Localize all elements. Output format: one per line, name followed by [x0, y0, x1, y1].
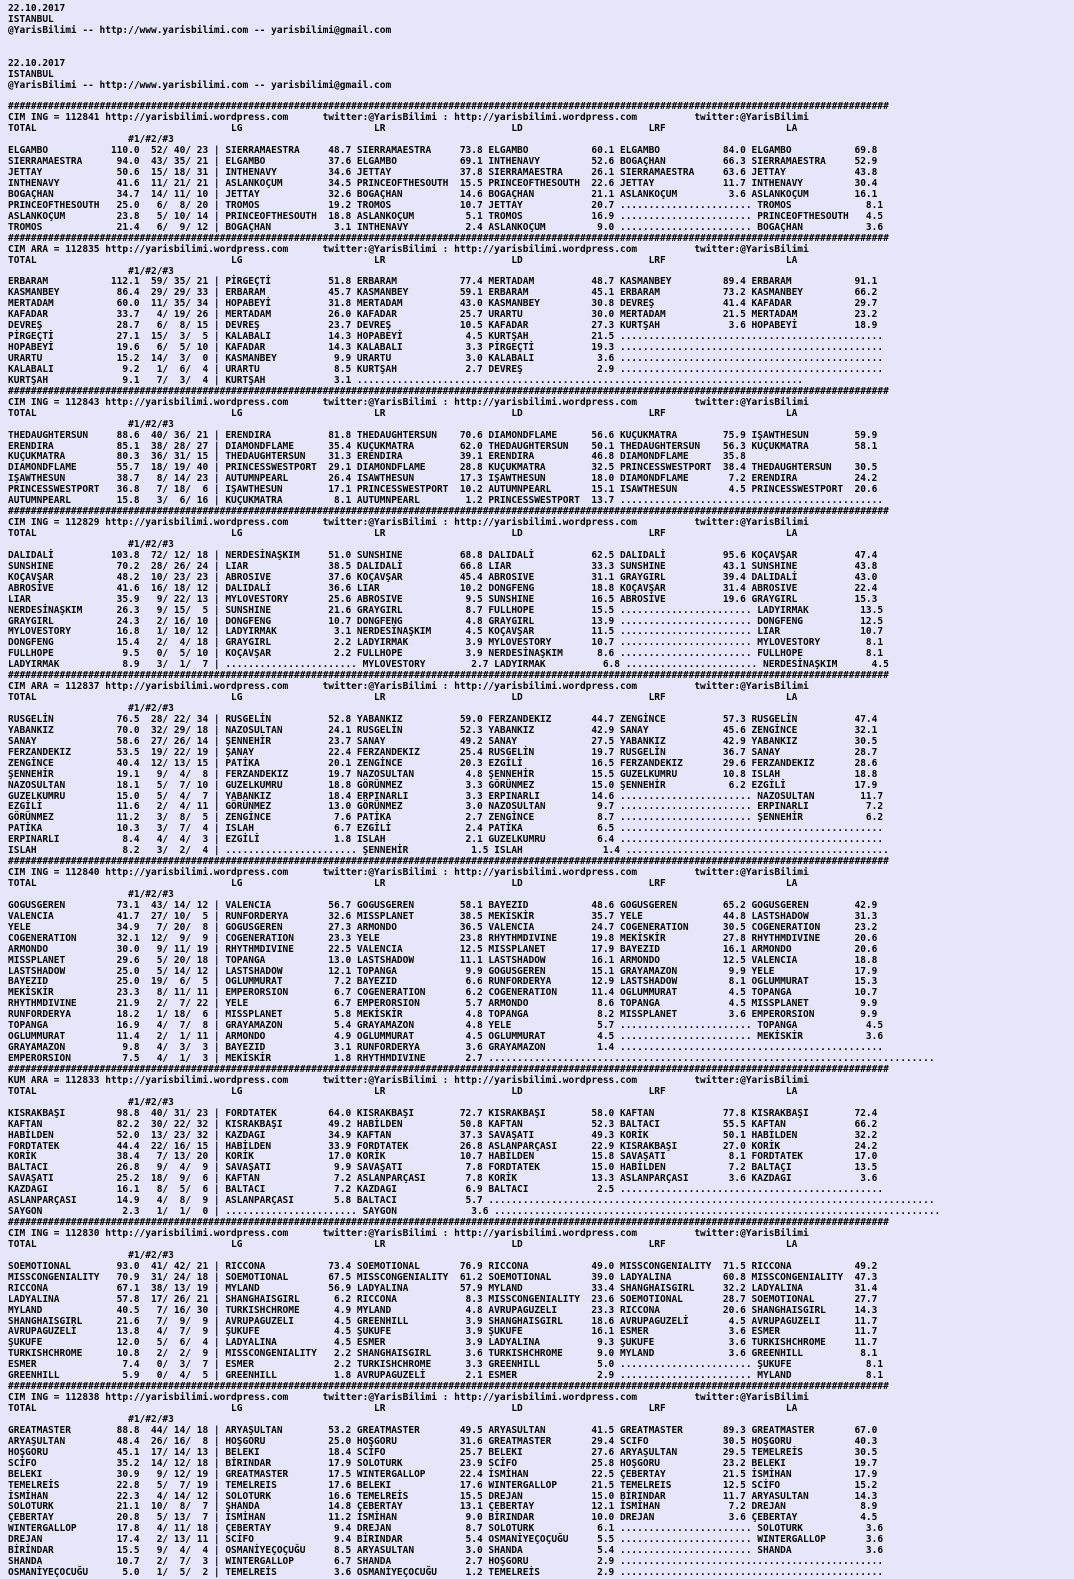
text-line: GREATMASTER 88.8 44/ 14/ 18 | ARYAŞULTAN 53.2 GREATMASTER 49.5 ARYASULTAN 41.5 GREATMASTER 89.3 GREATMASTER 67.0	[8, 1424, 878, 1436]
text-line: VALENCIA 41.7 27/ 10/ 5 | RUNFORDERYA 32.6 MISSPLANET 38.5 MEKİSKİR 35.7 YELE 44.8 LASTSHADOW 31.3	[8, 910, 878, 922]
text-line: IŞAWTHESUN 38.7 8/ 14/ 23 | AUTUMNPEARL 26.4 ISAWTHESUN 17.3 IŞAWTHESUN 18.0 DIAMONDFLAME 7.2 ERENDIRA 24.2	[8, 473, 878, 485]
text-line: #1/#2/#3	[8, 265, 174, 277]
text-line: ERBARAM 112.1 59/ 35/ 21 | PİRGEÇTİ 51.8 ERBARAM 77.4 MERTADAM 48.7 KASMANBEY 89.4 ERBARAM 91.1	[8, 276, 878, 288]
separator-line: ##########################################################################################################################################################	[8, 506, 889, 518]
text-line: BALTACI 26.8 9/ 4/ 9 | SAVAŞATI 9.9 SAVAŞATI 7.8 FORDTATEK 15.0 HABİLDEN 7.2 BALTAÇI 13.5	[8, 1162, 878, 1174]
text-line: LADYALINA 57.8 17/ 26/ 21 | SHANGHAISGIRL 6.2 RICCONA 8.3 MISSCONGENIALITY 23.6 SOEMOTIONAL 28.7 SOEMOTIONAL 27.7	[8, 1293, 878, 1305]
text-line: THEDAUGHTERSUN 88.6 40/ 36/ 21 | ERENDIRA 81.8 THEDAUGHTERSUN 70.6 DIAMONDFLAME 56.6 KUÇUKMATRA 75.9 IŞAWTHESUN 59.9	[8, 429, 878, 441]
separator-line: ##########################################################################################################################################################	[8, 232, 889, 244]
text-line: ESMER 7.4 0/ 3/ 7 | ESMER 2.2 TURKISHCHROME 3.3 GREENHILL 5.0 ....................... ŞUKUFE 8.1	[8, 1359, 884, 1371]
column-header: TOTAL LG LR LD LRF LA	[8, 1238, 798, 1250]
text-line: İSMİHAN 22.3 4/ 14/ 12 | SOLOTURK 16.6 TEMELREİS 15.5 DREJAN 15.0 BİRINDAR 11.7 ARYASULTAN 14.3	[8, 1490, 878, 1502]
text-line: ÇEBERTAY 20.8 5/ 13/ 7 | İSMİHAN 11.2 İSMİHAN 9.0 BİRINDAR 10.0 DREJAN 3.6 ÇEBERTAY 4.5	[8, 1512, 878, 1524]
text-line: NERDESİNAŞKIM 26.3 9/ 15/ 5 | SUNSHINE 21.6 GRAYGIRL 8.7 FULLHOPE 15.5 ....................... LADYIRMAK 13.5	[8, 604, 884, 616]
text-line: TURKISHCHROME 10.8 2/ 2/ 9 | MISSCONGENIALITY 2.2 SHANGHAISGIRL 3.6 TURKISHCHROME 9.0 MYLAND 3.6 GREENHILL 8.1	[8, 1348, 878, 1360]
text-line: SOEMOTIONAL 93.0 41/ 42/ 21 | RICCONA 73.4 SOEMOTIONAL 76.9 RICCONA 49.0 MISSCONGENIALITY 71.5 RICCONA 49.2	[8, 1260, 878, 1272]
column-header: TOTAL LG LR LD LRF LA	[8, 254, 798, 266]
text-line: RUSGELİN 76.5 28/ 22/ 34 | RUSGELİN 52.8 YABANKIZ 59.0 FERZANDEKIZ 44.7 ZENGİNCE 57.3 RUSGELİN 47.4	[8, 713, 878, 725]
text-line: HOPABEYİ 19.6 6/ 5/ 10 | KAFADAR 14.3 KALABALI 3.3 PİRGEÇTİ 19.3 ..............................................	[8, 342, 884, 354]
text-line: PRINCEOFTHESOUTH 25.0 6/ 8/ 20 | TROMOS 19.2 TROMOS 10.7 JETTAY 20.7 ....................... TROMOS 8.1	[8, 199, 884, 211]
text-line: GREENHILL 5.9 0/ 4/ 5 | GREENHILL 1.8 AVRUPAGUZELİ 2.1 ESMER 2.9 ....................... MYLAND 8.1	[8, 1370, 884, 1382]
text-line: KORİK 38.4 7/ 13/ 20 | KORİK 17.0 KORİK 10.7 HABİLDEN 15.8 SAVAŞATI 8.1 FORDTATEK 17.0	[8, 1151, 878, 1163]
text-line: COGENERATION 32.1 12/ 9/ 9 | COGENERATION 23.3 YELE 23.8 RHYTHMDIVINE 19.8 MEKİSKİR 27.8 RHYTHMDIVINE 20.6	[8, 932, 878, 944]
column-header: TOTAL LG LR LD LRF LA	[8, 878, 798, 889]
text-line: GOGUSGEREN 73.1 43/ 14/ 12 | VALENCIA 56.7 GOGUSGEREN 58.1 BAYEZID 48.6 GOGUSGEREN 65.2 GOGUSGEREN 42.9	[8, 899, 878, 911]
text-line: OGLUMMURAT 11.4 2/ 1/ 11 | ARMONDO 4.9 OGLUMMURAT 4.5 OGLUMMURAT 4.5 ....................... MEKİSKİR 3.6	[8, 1031, 884, 1043]
text-line: DIAMONDFLAME 55.7 18/ 19/ 40 | PRINCESSWESTPORT 29.1 DIAMONDFLAME 28.8 KUÇUKMATRA 32.5 PRINCESSWESTPORT 38.4 THEDAUGHTERSUN 30.5	[8, 462, 878, 474]
text-line: FORDTATEK 44.4 22/ 16/ 15 | HABİLDEN 33.9 FORDTATEK 26.8 ASLANPARÇASI 22.9 KISRAKBAŞI 27.0 KORİK 24.2	[8, 1140, 878, 1152]
text-line: #1/#2/#3	[8, 888, 174, 900]
text-line: PATİKA 10.3 3/ 7/ 4 | ISLAH 6.7 EZGİLİ 2.4 PATİKA 6.5 ..............................................	[8, 823, 884, 835]
text-line: @YarisBilimi -- http://www.yarisbilimi.com -- yarisbilimi@gmail.com	[8, 24, 392, 36]
column-header: TOTAL LG LR LD LRF LA	[8, 407, 798, 419]
text-line: ASLANKOÇUM 23.8 5/ 10/ 14 | PRINCEOFTHESOUTH 18.8 ASLANKOÇUM 5.1 TROMOS 16.9 ....................... PRINCEOFTHESOUTH 4.5	[8, 210, 884, 222]
race-header: CIM ARA = 112835 http://yarisbilimi.wordpress.com twitter:@YarisBilimi : http://yarisbilimi.wordpress.com twitter:@YarisBilimi	[8, 243, 809, 255]
text-line: KUÇUKMATRA 80.3 36/ 31/ 15 | THEDAUGHTERSUN 31.3 ERENDIRA 39.1 ERENDIRA 46.8 DIAMONDFLAME 35.8	[8, 451, 746, 463]
column-header: TOTAL LG LR LD LRF LA	[8, 1403, 798, 1414]
text-line: SCİFO 35.2 14/ 12/ 18 | BİRINDAR 17.9 SOLOTURK 23.9 SCİFO 25.8 HOŞGORU 23.2 BELEKI 19.7	[8, 1457, 878, 1469]
text-line: FULLHOPE 9.5 0/ 5/ 10 | KOÇAVŞAR 2.2 FULLHOPE 3.9 NERDESİNAŞKIM 8.6 ....................... FULLHOPE 8.1	[8, 648, 884, 660]
text-line: GRAYAMAZON 9.8 4/ 3/ 3 | BAYEZID 3.1 RUNFORDERYA 3.6 GRAYAMAZON 1.4 ..............................................	[8, 1042, 884, 1054]
separator-line: ##########################################################################################################################################################	[8, 1217, 889, 1229]
text-line: WINTERGALLOP 17.8 4/ 11/ 18 | ÇEBERTAY 9.4 DREJAN 8.7 SOLOTURK 6.1 ....................... SOLOTURK 3.6	[8, 1523, 884, 1535]
text-line: DEVREŞ 28.7 6/ 8/ 15 | DEVREŞ 23.7 DEVREŞ 10.5 KAFADAR 27.3 KURTŞAH 3.6 HOPABEYİ 18.9	[8, 320, 878, 332]
text-line: MISSCONGENIALITY 70.9 31/ 24/ 18 | SOEMOTIONAL 67.5 MISSCONGENIALITY 61.2 SOEMOTIONAL 39.0 LADYALINA 60.8 MISSCONGENIALITY 47.3	[8, 1271, 878, 1283]
race-header: CIM ING = 112840 http://yarisbilimi.wordpress.com twitter:@YarisBilimi : http://yarisbilimi.wordpress.com twitter:@YarisBilimi	[8, 867, 809, 879]
text-line: TEMELREİS 22.8 5/ 7/ 19 | TEMELREIS 17.6 BELEKI 17.6 WINTERGALLOP 21.5 TEMELREIS 12.5 SCİFO 15.2	[8, 1479, 878, 1491]
text-line: INTHENAVY 41.6 11/ 21/ 21 | ASLANKOÇUM 34.5 PRINCEOFTHESOUTH 15.5 PRINCEOFTHESOUTH 22.6 JETTAY 11.7 INTHENAVY 30.4	[8, 178, 878, 189]
text-line: YELE 34.9 7/ 20/ 8 | GOGUSGEREN 27.3 ARMONDO 36.5 VALENCIA 24.7 COGENERATION 30.5 COGENERATION 23.2	[8, 921, 878, 933]
text-line: GUZELKUMRU 15.0 5/ 4/ 7 | YABANKIZ 18.4 ERPINARLI 3.3 ERPINARLI 14.6 ....................... NAZOSULTAN 11.7	[8, 790, 884, 802]
text-line: RHYTHMDIVINE 21.9 2/ 7/ 22 | YELE 6.7 EMPERORSION 5.7 ARMONDO 8.6 TOPANGA 4.5 MISSPLANET 9.9	[8, 998, 878, 1010]
text-line: ARMONDO 30.0 9/ 11/ 19 | RHYTHMDIVINE 22.5 VALENCIA 12.5 MISSPLANET 17.9 BAYEZID 16.1 ARMONDO 20.6	[8, 943, 878, 955]
text-line: ISTANBUL	[8, 68, 54, 80]
text-line: AUTUMNPEARL 15.8 3/ 6/ 16 | KUÇUKMATRA 8.1 AUTUMNPEARL 1.2 PRINCESSWESTPORT 13.7 ..............................................	[8, 495, 884, 507]
separator-line: ##########################################################################################################################################################	[8, 856, 889, 868]
text-line: TROMOS 21.4 6/ 9/ 12 | BOGAÇHAN 3.1 INTHENAVY 2.4 ASLANKOÇUM 9.0 ....................... BOGAÇHAN 3.6	[8, 221, 884, 233]
text-line: ELGAMBO 110.0 52/ 40/ 23 | SIERRAMAESTRA 48.7 SIERRAMAESTRA 73.8 ELGAMBO 60.1 ELGAMBO 84.0 ELGAMBO 69.8	[8, 145, 878, 157]
separator-line: ##########################################################################################################################################################	[8, 1063, 889, 1075]
text-line: SUNSHINE 70.2 28/ 26/ 24 | LIAR 38.5 DALIDALİ 66.8 LIAR 33.3 SUNSHINE 43.1 SUNSHINE 43.8	[8, 560, 878, 572]
text-line: KASMANBEY 86.4 29/ 29/ 33 | ERBARAM 45.7 KASMANBEY 59.1 ERBARAM 45.1 ERBARAM 73.2 KASMANBEY 66.2	[8, 287, 878, 299]
text-line: ISTANBUL	[8, 13, 54, 25]
text-line: YABANKIZ 70.0 32/ 29/ 18 | NAZOSULTAN 24.1 RUSGELİN 52.3 YABANKIZ 42.9 SANAY 45.6 ZENGİNCE 32.1	[8, 724, 878, 736]
text-line: @YarisBilimi -- http://www.yarisbilimi.com -- yarisbilimi@gmail.com	[8, 79, 392, 91]
text-line: MERTADAM 60.0 11/ 35/ 34 | HOPABEYİ 31.8 MERTADAM 43.0 KASMANBEY 30.8 DEVREŞ 41.4 KAFADAR 29.7	[8, 298, 878, 310]
text-line: #1/#2/#3	[8, 1249, 174, 1261]
text-line: KALABALI 9.2 1/ 6/ 4 | URARTU 8.5 KURTŞAH 2.7 DEVREŞ 2.9 ..............................................	[8, 363, 884, 375]
race-header: CIM ING = 112841 http://yarisbilimi.wordpress.com twitter:@YarisBilimi : http://yarisbilimi.wordpress.com twitter:@YarisBilimi	[8, 112, 809, 124]
text-line: RICCONA 67.1 38/ 13/ 19 | MYLAND 56.9 LADYALINA 57.9 MYLAND 33.4 SHANGHAISGIRL 32.2 LADYALINA 31.4	[8, 1282, 878, 1294]
text-line: URARTU 15.2 14/ 3/ 0 | KASMANBEY 9.9 URARTU 3.0 KALABALI 3.6 ..............................................	[8, 353, 884, 364]
text-line: ASLANPARÇASI 14.9 4/ 8/ 9 | ASLANPARÇASI 5.8 BALTACI 5.7 ..............................................................................	[8, 1195, 935, 1207]
column-header: TOTAL LG LR LD LRF LA	[8, 692, 798, 704]
text-line: JETTAY 50.6 15/ 18/ 31 | INTHENAVY 34.6 JETTAY 37.8 SIERRAMAESTRA 26.1 SIERRAMAESTRA 63.6 JETTAY 43.8	[8, 167, 878, 179]
text-line: ZENGİNCE 40.4 12/ 13/ 15 | PATİKA 20.1 ZENGİNCE 20.3 EZGİLİ 16.5 FERZANDEKIZ 29.6 FERZANDEKIZ 28.6	[8, 757, 878, 769]
text-line: GRAYGIRL 24.3 2/ 16/ 10 | DONGFENG 10.7 DONGFENG 4.8 GRAYGIRL 13.9 ....................... DONGFENG 12.5	[8, 615, 884, 627]
race-header: CIM ING = 112843 http://yarisbilimi.wordpress.com twitter:@YarisBilimi : http://yarisbilimi.wordpress.com twitter:@YarisBilimi	[8, 396, 809, 408]
text-line: LADYIRMAK 8.9 3/ 1/ 7 | ....................... MYLOVESTORY 2.7 LADYIRMAK 6.8 ....................... NERDESİNAŞKIM 4.5	[8, 659, 889, 671]
text-line: SOLOTURK 21.1 10/ 8/ 7 | ŞHANDA 14.8 ÇEBERTAY 13.1 ÇEBERTAY 12.1 İSMİHAN 7.2 DREJAN 8.9	[8, 1501, 878, 1513]
text-line: KAFTAN 82.2 30/ 22/ 32 | KISRAKBAŞI 49.2 HABİLDEN 50.8 KAFTAN 52.3 BALTACI 55.5 KAFTAN 66.2	[8, 1118, 878, 1130]
text-line: ARYAŞULTAN 48.4 26/ 16/ 8 | HOŞGORU 25.0 HOŞGORU 31.6 GREATMASTER 29.4 SCIFO 30.5 HOŞGORU 40.3	[8, 1435, 878, 1447]
text-line: SHANDA 10.7 2/ 7/ 3 | WINTERGALLOP 6.7 SHANDA 2.7 HOŞGORU 2.9 ..............................................	[8, 1556, 884, 1568]
text-line: KAZDAGI 16.1 8/ 5/ 6 | BALTACI 7.2 KAZDAGI 6.9 BALTACI 2.5 ..............................................	[8, 1184, 884, 1196]
text-line: LIAR 35.9 9/ 22/ 13 | MYLOVESTORY 25.6 ABROSIVE 9.5 SUNSHINE 16.5 ABROSİVE 19.6 GRAYGIRL 15.3	[8, 593, 878, 605]
text-line: #1/#2/#3	[8, 703, 174, 714]
text-line: PİRGEÇTİ 27.1 15/ 3/ 5 | KALABALI 14.3 HOPABEYİ 4.5 KURTŞAH 21.5 ..............................................	[8, 331, 884, 343]
text-line: EZGİLİ 11.6 2/ 4/ 11 | GÖRÜNMEZ 13.0 GÖRÜNMEZ 3.0 NAZOSULTAN 9.7 ....................... ERPINARLI 7.2	[8, 801, 884, 813]
text-line: #1/#2/#3	[8, 418, 174, 430]
separator-line: ##########################################################################################################################################################	[8, 385, 889, 397]
text-line: #1/#2/#3	[8, 1413, 174, 1425]
text-line: MYLAND 40.5 7/ 16/ 30 | TURKISHCHROME 4.9 MYLAND 4.8 AVRUPAGUZELI 23.3 RICCONA 20.6 SHANGHAISGIRL 14.3	[8, 1304, 878, 1316]
text-line: #1/#2/#3	[8, 538, 174, 550]
text-line: ABROSİVE 41.6 16/ 18/ 12 | DALIDALİ 36.6 LIAR 10.2 DONGFENG 18.8 KOÇAVŞAR 31.4 ABROSIVE 22.4	[8, 582, 878, 594]
text-line: BAYEZID 25.0 19/ 6/ 5 | OGLUMMURAT 7.2 BAYEZID 6.6 RUNFORDERYA 12.9 LASTSHADOW 8.1 OGLUMMURAT 15.3	[8, 976, 878, 988]
column-header: TOTAL LG LR LD LRF LA	[8, 528, 798, 539]
separator-line: ##########################################################################################################################################################	[8, 101, 889, 113]
text-line: NAZOSULTAN 18.1 5/ 7/ 10 | GUZELKUMRU 18.8 GÖRÜNMEZ 3.3 GÖRÜNMEZ 15.0 ŞENNEHİR 6.2 EZGİLİ 17.9	[8, 779, 878, 791]
text-line: DALIDALİ 103.8 72/ 12/ 18 | NERDESİNAŞKIM 51.0 SUNSHINE 68.8 DALIDALİ 62.5 DALIDALİ 95.6 KOÇAVŞAR 47.4	[8, 549, 878, 561]
text-line: DREJAN 17.4 2/ 13/ 11 | SCİFO 9.4 BİRINDAR 5.4 OSMANİYEÇOÇUĞU 5.5 ....................... WINTERGALLOP 3.6	[8, 1534, 884, 1546]
column-header: TOTAL LG LR LD LRF LA	[8, 1085, 798, 1097]
race-header: CIM ING = 112830 http://yarisbilimi.wordpress.com twitter:@YarisBilimi : http://yarisbilimi.wordpress.com twitter:@YarisBilimi	[8, 1228, 809, 1239]
separator-line: ##########################################################################################################################################################	[8, 1381, 889, 1393]
separator-line: ##########################################################################################################################################################	[8, 670, 889, 682]
text-line: FERZANDEKIZ 53.5 19/ 22/ 19 | ŞANAY 22.4 FERZANDEKIZ 25.4 RUSGELİN 19.7 RUSGELİN 36.7 SANAY 28.7	[8, 746, 878, 758]
text-line: BİRİNDAR 15.5 9/ 4/ 4 | OSMANİYEÇOÇUĞU 8.5 ARYASULTAN 3.0 SHANDA 5.4 ....................... SHANDA 3.6	[8, 1545, 884, 1557]
text-line: ERENDIRA 85.1 38/ 28/ 27 | DIAMONDFLAME 35.4 KUÇUKMATRA 62.0 THEDAUGHTERSUN 50.1 THEDAUGHTERSUN 56.3 KUÇUKMATRA 58.1	[8, 440, 878, 452]
race-header: CIM ARA = 112837 http://yarisbilimi.wordpress.com twitter:@YarisBilimi : http://yarisbilimi.wordpress.com twitter:@YarisBilimi	[8, 681, 809, 693]
text-line: 22.10.2017	[8, 3, 66, 14]
text-line: SAVAŞATI 25.2 18/ 9/ 6 | KAFTAN 7.2 ASLANPARÇASI 7.8 KORİK 13.3 ASLANPARÇASI 3.6 KAZDAGI 3.6	[8, 1173, 878, 1185]
text-line: 22.10.2017	[8, 57, 66, 69]
text-line: EMPERORSION 7.5 4/ 1/ 3 | MEKİSKİR 1.8 RHYTHMDIVINE 2.7 ..............................................................................	[8, 1053, 935, 1064]
text-line: BELEKI 30.9 9/ 12/ 19 | GREATMASTER 17.5 WINTERGALLOP 22.4 İSMİHAN 22.5 ÇEBERTAY 21.5 İSMİHAN 17.9	[8, 1468, 878, 1480]
text-line: OSMANİYEÇOCUĞU 5.0 1/ 5/ 2 | TEMELREİS 3.6 OSMANİYEÇOCUĞU 1.2 TEMELREİS 2.9 ..............................................	[8, 1567, 884, 1579]
text-line: MYLOVESTORY 16.8 1/ 10/ 12 | LADYIRMAK 3.1 NERDESİNAŞKIM 4.5 KOÇAVŞAR 11.5 ....................... LIAR 10.7	[8, 626, 884, 638]
column-header: TOTAL LG LR LD LRF LA	[8, 123, 798, 135]
text-line: SIERRAMAESTRA 94.0 43/ 35/ 21 | ELGAMBO 37.6 ELGAMBO 69.1 INTHENAVY 52.6 BOGAÇHAN 66.3 SIERRAMAESTRA 52.9	[8, 156, 878, 168]
text-line: SAYGON 2.3 1/ 1/ 0 | ....................... SAYGON 3.6 ..............................................................................	[8, 1206, 941, 1218]
text-line: ERPINARLI 8.4 4/ 4/ 3 | EZGİLİ 1.8 ISLAH 2.1 GUZELKUMRU 6.4 ..............................................	[8, 834, 884, 846]
text-line: ŞENNEHİR 19.1 9/ 4/ 8 | FERZANDEKIZ 19.7 NAZOSULTAN 4.8 ŞENNEHİR 15.5 GUZELKUMRU 10.8 ISLAH 18.8	[8, 768, 878, 780]
text-line: AVRUPAGUZELİ 13.8 4/ 7/ 9 | ŞUKUFE 4.5 ŞUKUFE 3.9 ŞUKUFE 16.1 ESMER 3.6 ESMER 11.7	[8, 1326, 878, 1338]
text-line: BOGAÇHAN 34.7 14/ 11/ 10 | JETTAY 32.6 BOGAÇHAN 14.6 BOGAÇHAN 21.1 ASLANKOÇUM 3.6 ASLANKOÇUM 16.1	[8, 188, 878, 200]
text-line: KISRAKBAŞI 98.8 40/ 31/ 23 | FORDTATEK 64.0 KISRAKBAŞI 72.7 KISRAKBAŞI 58.0 KAFTAN 77.8 KISRAKBAŞI 72.4	[8, 1107, 878, 1119]
text-line: KOÇAVŞAR 48.2 10/ 23/ 23 | ABROSIVE 37.6 KOÇAVŞAR 45.4 ABROSIVE 31.1 GRAYGIRL 39.4 DALIDALİ 43.0	[8, 571, 878, 583]
text-line: SANAY 58.6 27/ 26/ 14 | ŞENNEHİR 23.7 SANAY 49.2 SANAY 27.5 YABANKIZ 42.9 YABANKIZ 30.5	[8, 735, 878, 747]
text-line	[8, 37, 1066, 48]
text-line: HOŞGORU 45.1 17/ 14/ 13 | BELEKI 18.4 SCİFO 25.7 BELEKI 27.6 ARYAŞULTAN 29.5 TEMELREİS 30.5	[8, 1446, 878, 1458]
race-header: CIM ING = 112829 http://yarisbilimi.wordpress.com twitter:@YarisBilimi : http://yarisbilimi.wordpress.com twitter:@YarisBilimi	[8, 517, 809, 529]
text-line: GÖRÜNMEZ 11.2 3/ 8/ 5 | ZENGİNCE 7.6 PATİKA 2.7 ZENGİNCE 8.7 ....................... ŞENNEHİR 6.2	[8, 812, 884, 824]
text-line: #1/#2/#3	[8, 134, 174, 146]
text-line: #1/#2/#3	[8, 1096, 174, 1108]
text-line: ISLAH 8.2 3/ 2/ 4 | ....................... ŞENNEHİR 1.5 ISLAH 1.4 ..............................................	[8, 845, 889, 857]
text-line: HABİLDEN 52.0 13/ 23/ 32 | KAZDAGI 34.9 KAFTAN 37.3 SAVAŞATI 49.3 KORİK 50.1 HABİLDEN 32.2	[8, 1129, 878, 1141]
text-line: TOPANGA 16.9 4/ 7/ 8 | GRAYAMAZON 5.4 GRAYAMAZON 4.8 YELE 5.7 ....................... TOPANGA 4.5	[8, 1020, 884, 1032]
text-line: LASTSHADOW 25.0 5/ 14/ 12 | LASTSHADOW 12.1 TOPANGA 9.9 GOGUSGEREN 15.1 GRAYAMAZON 9.9 YELE 17.9	[8, 965, 878, 977]
text-line: SHANGHAISGIRL 21.6 7/ 9/ 9 | AVRUPAGUZELI 4.5 GREENHILL 3.9 SHANGHAISGIRL 18.6 AVRUPAGUZELİ 4.5 AVRUPAGUZELI 11.7	[8, 1315, 878, 1327]
race-header: KUM ARA = 112833 http://yarisbilimi.wordpress.com twitter:@YarisBilimi : http://yarisbilimi.wordpress.com twitter:@YarisBilimi	[8, 1074, 809, 1086]
text-line	[8, 48, 1066, 59]
text-line: PRINCESSWESTPORT 36.8 7/ 18/ 6 | IŞAWTHESUN 17.1 PRINCESSWESTPORT 10.2 AUTUMNPEARL 15.1 ISAWTHESUN 4.5 PRINCESSWESTPORT 20.6	[8, 484, 878, 496]
text-line: MEKİSKİR 23.3 8/ 11/ 11 | EMPERORSION 6.7 COGENERATION 6.2 COGENERATION 11.4 OGLUMMURAT 4.5 TOPANGA 10.7	[8, 987, 878, 999]
text-line: DONGFENG 15.4 2/ 4/ 18 | GRAYGIRL 2.2 LADYIRMAK 3.9 MYLOVESTORY 10.7 ....................... MYLOVESTORY 8.1	[8, 637, 884, 649]
text-line: KURTŞAH 9.1 7/ 3/ 4 | KURTŞAH 3.1 ..............................................................................	[8, 374, 804, 386]
text-line: RUNFORDERYA 18.2 1/ 18/ 6 | MISSPLANET 5.8 MEKİSKİR 4.8 TOPANGA 8.2 MISSPLANET 3.6 EMPERORSION 9.9	[8, 1009, 878, 1021]
race-header: CIM ING = 112838 http://yarisbilimi.wordpress.com twitter:@YarisBilimi : http://yarisbilimi.wordpress.com twitter:@YarisBilimi	[8, 1392, 809, 1404]
text-line: MISSPLANET 29.6 5/ 20/ 18 | TOPANGA 13.0 LASTSHADOW 11.1 LASTSHADOW 16.1 ARMONDO 12.5 VALENCIA 18.8	[8, 954, 878, 966]
text-line: ŞUKUFE 12.0 5/ 6/ 4 | LADYALINA 4.5 ESMER 3.9 LADYALINA 9.3 ŞUKUFE 3.6 TURKISHCHROME 11.7	[8, 1337, 878, 1349]
text-line: KAFADAR 33.7 4/ 19/ 26 | MERTADAM 26.0 KAFADAR 25.7 URARTU 30.0 MERTADAM 21.5 MERTADAM 23.2	[8, 309, 878, 321]
